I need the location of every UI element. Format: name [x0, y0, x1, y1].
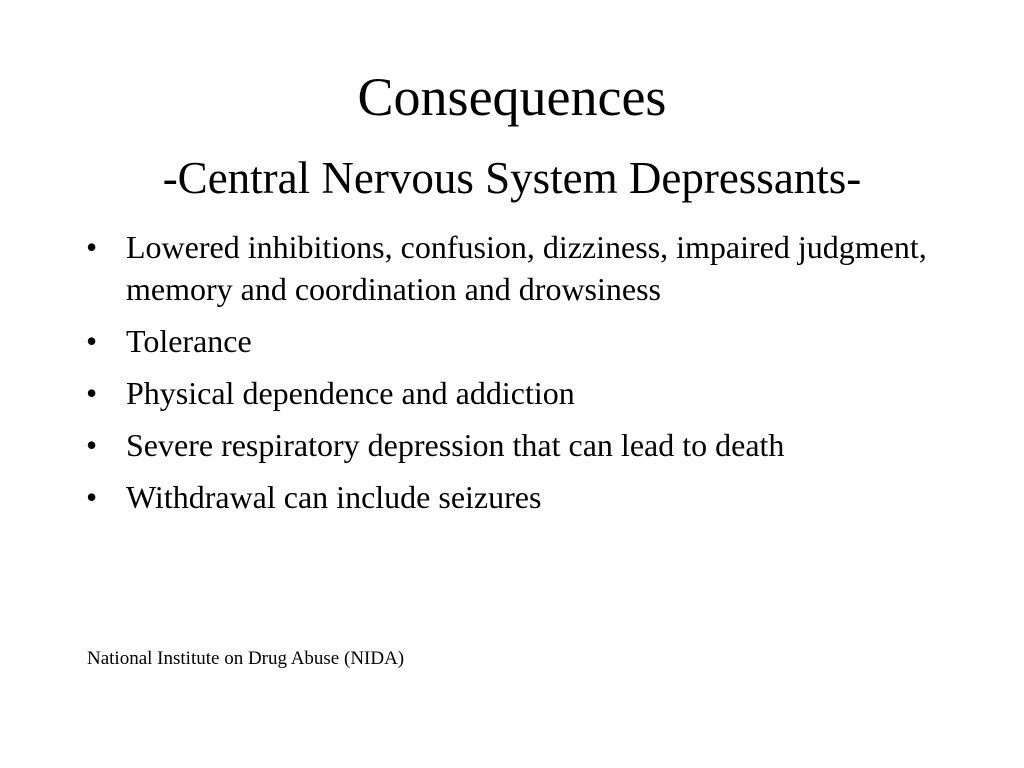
bullet-icon: •: [86, 375, 98, 411]
source-citation: National Institute on Drug Abuse (NIDA): [87, 648, 405, 669]
bullet-item: [86, 372, 966, 414]
bullet-text: Withdrawal can include seizures: [126, 479, 542, 515]
bullet-icon: •: [86, 427, 98, 463]
bullet-text: Severe respiratory depression that can lead to death: [126, 427, 785, 463]
bullet-item: [86, 424, 966, 466]
bullet-text: Lowered inhibitions, confusion, dizziness, impaired judgment, memory and coordination and drowsiness: [126, 229, 927, 307]
bullet-icon: •: [86, 229, 98, 265]
bullet-list: [86, 226, 966, 528]
bullet-icon: •: [86, 479, 98, 515]
bullet-item: [86, 226, 966, 310]
bullet-item: [86, 476, 966, 518]
bullet-text: Physical dependence and addiction: [126, 375, 575, 411]
bullet-text: Tolerance: [126, 323, 252, 359]
bullet-icon: •: [86, 323, 98, 359]
slide-subtitle: -Central Nervous System Depressants-: [162, 153, 862, 203]
slide-title: Consequences: [357, 67, 667, 127]
bullet-item: [86, 320, 966, 362]
